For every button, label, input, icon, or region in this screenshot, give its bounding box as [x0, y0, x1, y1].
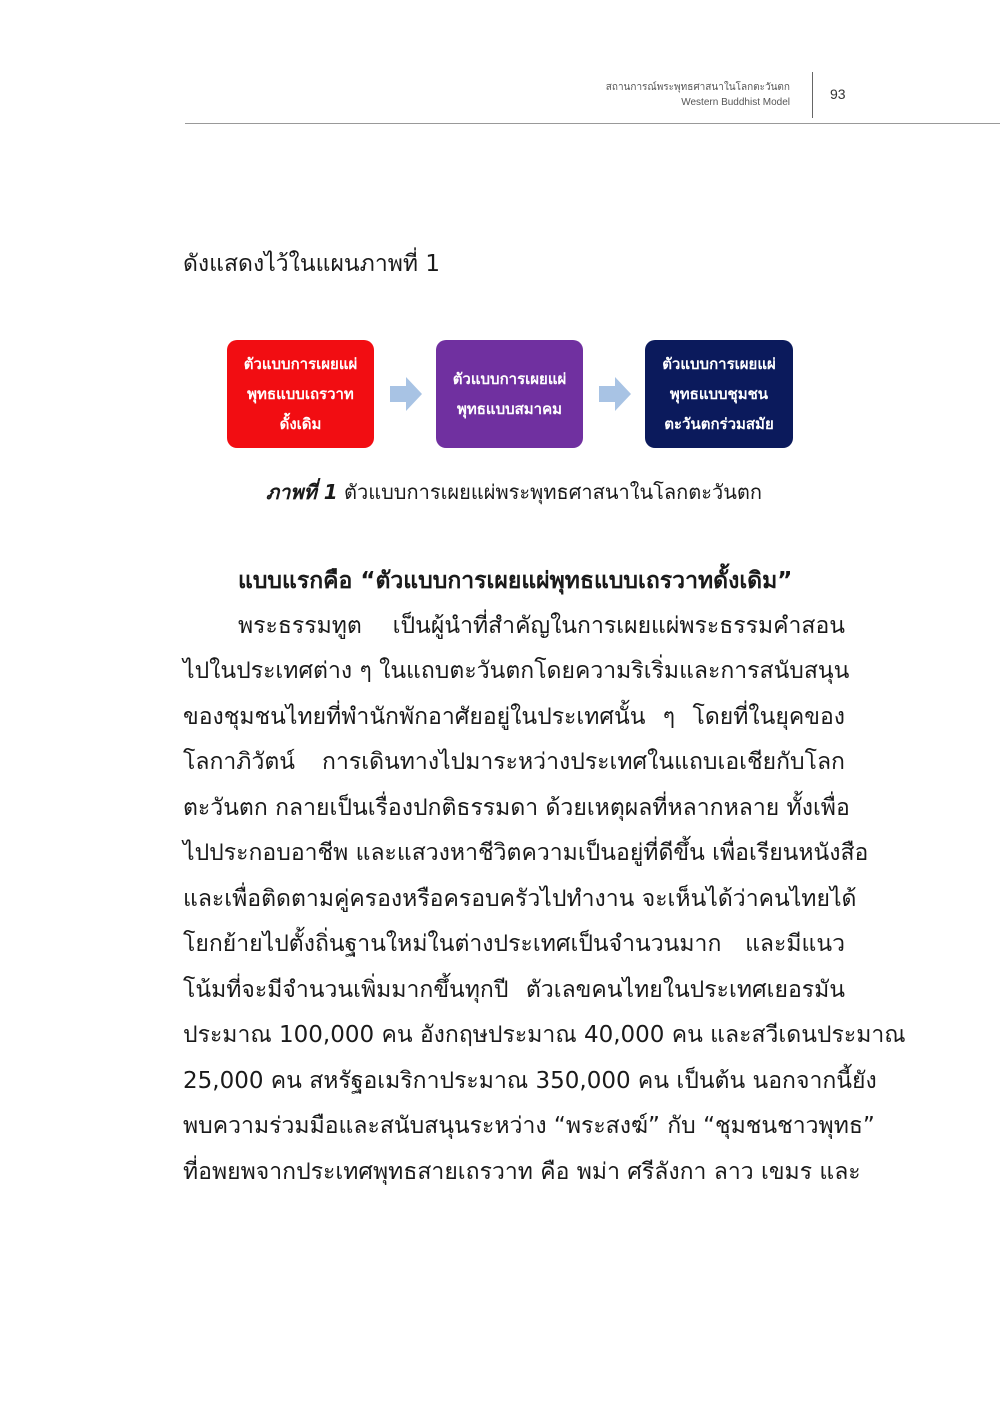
body-line: โลกาภิวัตน์ การเดินทางไปมาระหว่างประเทศในแถบเอเชียกับโลก	[183, 749, 845, 775]
body-line: ตะวันตก กลายเป็นเรื่องปกติธรรมดา ด้วยเหตุผลที่หลากหลาย ทั้งเพื่อ	[183, 795, 850, 821]
body-line: ไปประกอบอาชีพ และแสวงหาชีวิตความเป็นอยู่ที่ดีขึ้น เพื่อเรียนหนังสือ	[183, 840, 869, 866]
diagram-box-traditional-theravada: ตัวแบบการเผยแผ่ พุทธแบบเถรวาท ดั้งเดิม	[227, 340, 374, 448]
body-line: และเพื่อติดตามคู่ครองหรือครอบครัวไปทำงาน จะเห็นได้ว่าคนไทยได้	[183, 886, 857, 912]
section-heading: แบบแรกคือ “ตัวแบบการเผยแผ่พุทธแบบเถรวาทดั้งเดิม”	[238, 568, 793, 594]
model-diagram	[227, 340, 797, 450]
body-line: ของชุมชนไทยที่พำนักพักอาศัยอยู่ในประเทศนั้น ๆ โดยที่ในยุคของ	[183, 704, 845, 730]
body-line: ประมาณ 100,000 คน อังกฤษประมาณ 40,000 คน และสวีเดนประมาณ	[183, 1022, 906, 1048]
body-line: โน้มที่จะมีจำนวนเพิ่มมากขึ้นทุกปี ตัวเลขคนไทยในประเทศเยอรมัน	[183, 977, 845, 1003]
page-number: 93	[830, 86, 846, 102]
right-arrow-shape	[390, 377, 422, 411]
figure-caption-label: ภาพที่ 1	[265, 480, 338, 504]
body-line: 25,000 คน สหรัฐอเมริกาประมาณ 350,000 คน เป็นต้น นอกจากนี้ยัง	[183, 1068, 877, 1094]
header-rule	[185, 123, 1000, 124]
body-line: พบความร่วมมือและสนับสนุนระหว่าง “พระสงฆ์” กับ “ชุมชนชาวพุทธ”	[183, 1113, 875, 1139]
diagram-box-contemporary-western-community: ตัวแบบการเผยแผ่ พุทธแบบชุมชน ตะวันตกร่วมสมัย	[645, 340, 793, 448]
body-line: โยกย้ายไปตั้งถิ่นฐานใหม่ในต่างประเทศเป็นจำนวนมาก และมีแนว	[183, 931, 845, 957]
running-header	[606, 80, 790, 110]
right-arrow-icon	[390, 377, 422, 411]
figure-caption-text: ตัวแบบการเผยแผ่พระพุทธศาสนาในโลกตะวันตก	[344, 480, 763, 504]
body-line: ไปในประเทศต่าง ๆ ในแถบตะวันตกโดยความริเริ่มและการสนับสนุน	[183, 658, 850, 684]
right-arrow-icon	[599, 377, 631, 411]
running-header-thai-title: สถานการณ์พระพุทธศาสนาในโลกตะวันตก	[605, 82, 790, 93]
intro-sentence: ดังแสดงไว้ในแผนภาพที่ 1	[183, 251, 440, 277]
running-header-english-title: Western Buddhist Model	[681, 97, 790, 108]
diagram-box-association: ตัวแบบการเผยแผ่ พุทธแบบสมาคม	[436, 340, 583, 448]
right-arrow-shape	[599, 377, 631, 411]
body-line: พระธรรมทูต เป็นผู้นำที่สำคัญในการเผยแผ่พระธรรมคำสอน	[238, 613, 845, 639]
body-line: ที่อพยพจากประเทศพุทธสายเถรวาท คือ พม่า ศรีลังกา ลาว เขมร และ	[183, 1159, 861, 1185]
header-vertical-divider	[812, 72, 813, 118]
figure-caption	[0, 476, 1000, 508]
page-header	[0, 0, 1000, 130]
